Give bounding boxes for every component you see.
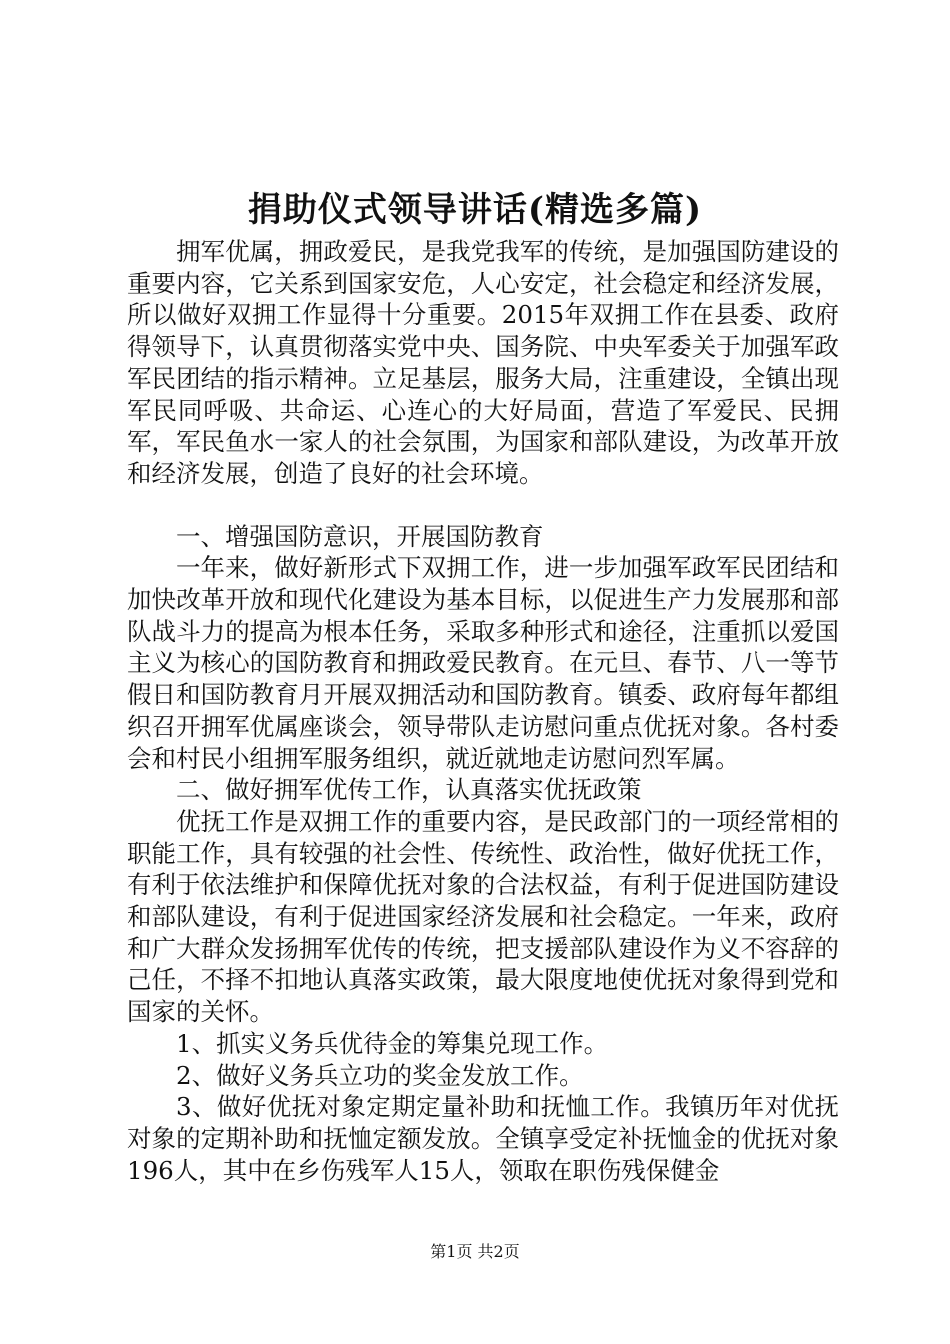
list-item-3: 3、做好优抚对象定期定量补助和抚恤工作。我镇历年对优抚对象的定期补助和抚恤定额发放。全镇享受定补抚恤金的优抚对象196人，其中在乡伤残军人15人，领取在职伤残保健金 xyxy=(127,1092,839,1185)
page-footer: 第1页 共2页 xyxy=(430,1242,520,1261)
paragraph-section-2: 优抚工作是双拥工作的重要内容，是民政部门的一项经常相的职能工作，具有较强的社会性、传统性、政治性，做好优抚工作，有利于依法维护和保障优抚对象的合法权益，有利于促进国防建设和部队建设，有利于促进国家经济发展和社会稳定。一年来，政府和广大群众发扬拥军优传的传统，把支援部队建设作为义不容辞的己任，不择不扣地认真落实政策，最大限度地使优抚对象得到党和国家的关怀。 xyxy=(127,806,839,1027)
paragraph-intro: 拥军优属，拥政爱民，是我党我军的传统，是加强国防建设的重要内容，它关系到国家安危，人心安定，社会稳定和经济发展，所以做好双拥工作显得十分重要。2015年双拥工作在县委、政府得领导下，认真贯彻落实党中央、国务院、中央军委关于加强军政军民团结的指示精神。立足基层，服务大局，注重建设，全镇出现军民同呼吸、共命运、心连心的大好局面，营造了军爱民、民拥军，军民鱼水一家人的社会氛围，为国家和部队建设，为改革开放和经济发展，创造了良好的社会环境。 xyxy=(127,237,839,488)
paragraph-section-1: 一年来，做好新形式下双拥工作，进一步加强军政军民团结和加快改革开放和现代化建设为基本目标，以促进生产力发展那和部队战斗力的提高为根本任务，采取多种形式和途径，注重抓以爱国主义为核心的国防教育和拥政爱民教育。在元旦、春节、八一等节假日和国防教育月开展双拥活动和国防教育。镇委、政府每年都组织召开拥军优属座谈会，领导带队走访慰问重点优抚对象。各村委会和村民小组拥军服务组织，就近就地走访慰问烈军属。 xyxy=(127,553,839,773)
document-body xyxy=(127,236,839,1186)
list-item-2: 2、做好义务兵立功的奖金发放工作。 xyxy=(176,1060,584,1090)
document-title: 捐助仪式领导讲话(精选多篇) xyxy=(247,190,703,230)
section-heading-1: 一、增强国防意识，开展国防教育 xyxy=(176,521,544,551)
list-item-1: 1、抓实义务兵优待金的筹集兑现工作。 xyxy=(176,1028,609,1058)
section-heading-2: 二、做好拥军优传工作，认真落实优抚政策 xyxy=(176,775,642,805)
